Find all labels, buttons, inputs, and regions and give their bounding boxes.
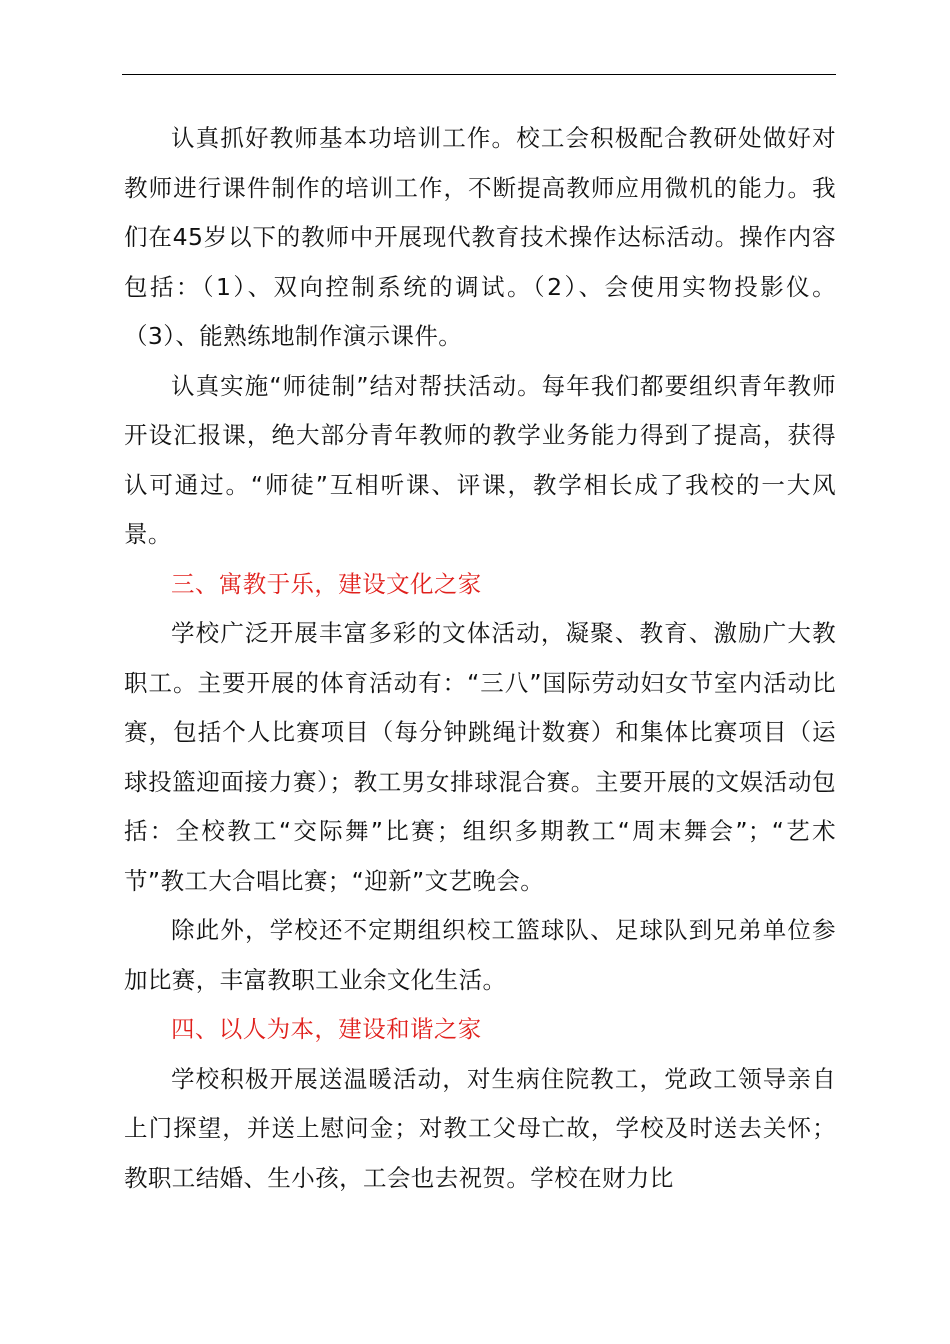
paragraph-activities: 学校广泛开展丰富多彩的文体活动，凝聚、教育、激励广大教职工。主要开展的体育活动有：“三八”国际劳动妇女节室内活动比赛，包括个人比赛项目（每分钟跳绳计数赛）和集体比赛项目（运球投篮迎面接力赛）；教工男女排球混合赛。主要开展的文娱活动包括：全校教工“交际舞”比赛；组织多期教工“周末舞会”；“艺术节”教工大合唱比赛；“迎新”文艺晚会。 xyxy=(124,619,836,895)
document-body xyxy=(124,114,836,1203)
header-rule xyxy=(122,74,836,75)
paragraph-sports-teams: 除此外，学校还不定期组织校工篮球队、足球队到兄弟单位参加比赛，丰富教职工业余文化生活。 xyxy=(124,916,836,994)
paragraph-mentorship: 认真实施“师徒制”结对帮扶活动。每年我们都要组织青年教师开设汇报课，绝大部分青年教师的教学业务能力得到了提高，获得认可通过。“师徒”互相听课、评课，教学相长成了我校的一大风景。 xyxy=(124,371,836,548)
section-heading-harmony: 四、以人为本，建设和谐之家 xyxy=(171,1015,482,1043)
paragraph-care-activities: 学校积极开展送温暖活动，对生病住院教工，党政工领导亲自上门探望，并送上慰问金；对教工父母亡故，学校及时送去关怀；教职工结婚、生小孩，工会也去祝贺。学校在财力比 xyxy=(124,1064,836,1192)
section-heading-culture: 三、寓教于乐，建设文化之家 xyxy=(171,569,482,598)
paragraph-teacher-training: 认真抓好教师基本功培训工作。校工会积极配合教研处做好对教师进行课件制作的培训工作，不断提高教师应用微机的能力。我们在45岁以下的教师中开展现代教育技术操作达标活动。操作内容包括：（1）、双向控制系统的调试。（2）、会使用实物投影仪。（3）、能熟练地制作演示课件。 xyxy=(124,124,836,350)
